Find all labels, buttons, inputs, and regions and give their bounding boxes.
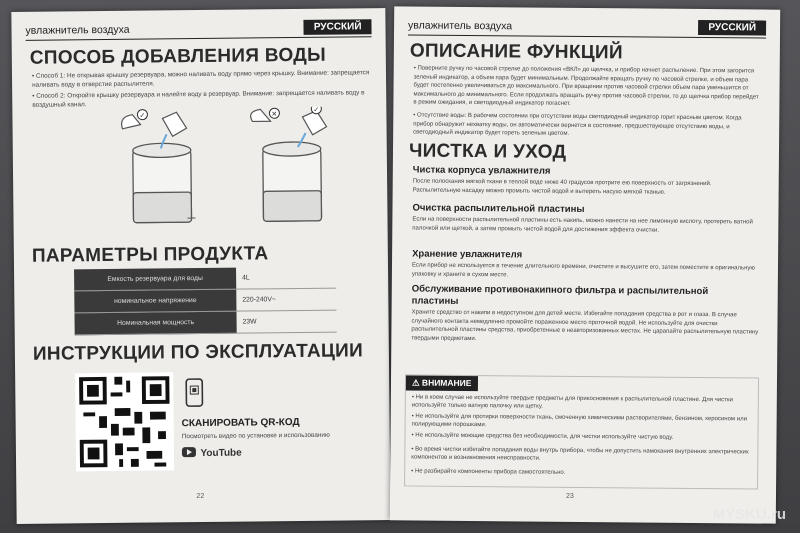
humidifier-method-2-drawing	[251, 106, 328, 221]
body-cleaning-text: После полоскания мягкой ткани в теплой воде ниже 40 градусов протрите ею поверхность от загрязнений. Распылительную насадку можно промыть чистой водой и вытереть насухо мягкой тканью.	[412, 178, 712, 196]
param-value: 220-240V~	[236, 288, 336, 311]
parameters-table	[74, 267, 337, 336]
warning-label: ВНИМАНИЕ	[421, 377, 472, 389]
youtube-play-icon	[182, 447, 196, 457]
table-row	[74, 288, 336, 313]
water-method-1-text: • Способ 1: Не открывая крышку резервуара, можно наливать воду прямо через крышку. Внимание: запрещается наливать воду в отверстие распылителя.	[31, 69, 370, 89]
product-parameters-heading: ПАРАМЕТРЫ ПРОДУКТА	[31, 243, 269, 267]
youtube-logo	[182, 443, 242, 460]
humidifier-illustrations	[102, 106, 373, 231]
scan-qr-subtitle: Посмотреть видео по установке и использованию	[181, 431, 330, 441]
site-watermark: MYSKU.ru	[712, 506, 786, 523]
warning-triangle-icon: ⚠	[411, 377, 422, 388]
storage-text: Если прибор не используется в течение длительного времени, очистите и высушите его, затем поместите в оригинальную упаковку и храните в сухом месте.	[411, 262, 755, 278]
right-manual-page	[390, 6, 780, 523]
body-cleaning-title: Чистка корпуса увлажнителя	[412, 164, 551, 177]
qr-code-image	[75, 372, 174, 471]
warning-tag	[406, 375, 478, 391]
phone-scan-icon	[183, 378, 205, 408]
param-value: 23W	[236, 310, 336, 333]
filter-maintenance-title: Обслуживание противонакипного фильтра и распылительной пластины	[411, 283, 709, 307]
warning-box	[404, 374, 759, 489]
functions-text-2: • Отсутствие воды: В рабочем состоянии при отсутствии воды светодиодный индикатор горит красным цветом. Когда прибор обнаружит нехватку воды, он автоматически вернется в состояние, предшествующее отсутствию воды, и светодиодный индикатор будет гореть зеленым цветом.	[413, 112, 742, 138]
functions-text-1: • Поверните ручку по часовой стрелке до положения «ВКЛ» до щелчка, и прибор начнет распыление. При этом загорится зеленый индикатор, а объем пара будет минимальным. Продолжайте вращать ручку по часовой стрелке, и объем пара будет постепенно увеличиваться до максимального. При вращении против часовой стрелки объем пара уменьшится от максимального до минимального. Если продолжать вращать ручку против часовой стрелки, то до щелчка прибор перейдет в режим ожидания, и светодиодный индикатор погаснет.	[413, 65, 759, 108]
right-header-title: увлажнитель воздуха	[408, 19, 513, 33]
right-page-number: 23	[565, 492, 574, 500]
param-key: Номинальная мощность	[74, 311, 236, 335]
left-page-number: 22	[196, 492, 205, 501]
cleaning-heading: ЧИСТКА И УХОД	[408, 140, 567, 163]
right-language-badge: РУССКИЙ	[698, 20, 766, 36]
warning-item: • Ни в коем случае не используйте твердые предметы для прикосновения к распылительной пластине. Для чистки используйте только ватную палочку или щетку.	[411, 394, 733, 411]
plate-cleaning-title: Очистка распылительной пластины	[412, 202, 585, 215]
left-manual-page	[11, 8, 390, 524]
filter-maintenance-text: Храните средство от накипи в недоступном для детей месте. Избегайте попадания средства в рот и глаза. В случае случайного контакта немедленно промойте пораженное место проточной водой. Не используйте для очистки распылительной пластины средства, приобретенные в неавторизованных местах. Не царапайте распылительную пластину твердыми предметами.	[411, 309, 759, 342]
svg-text:✓: ✓	[313, 106, 320, 114]
right-page-header	[408, 18, 766, 38]
water-method-2-text: • Способ 2: Откройте крышку резервуара и налейте воду в резервуар. Внимание: запрещается наливать воду в воздушный канал.	[32, 89, 365, 109]
left-header-title: увлажнитель воздуха	[25, 23, 130, 37]
instructions-heading: ИНСТРУКЦИИ ПО ЭКСПЛУАТАЦИИ	[32, 340, 364, 365]
param-key: Емкость резервуара для воды	[74, 268, 236, 291]
svg-text:✕: ✕	[271, 111, 278, 119]
water-adding-heading: СПОСОБ ДОБАВЛЕНИЯ ВОДЫ	[29, 44, 327, 69]
left-language-badge: РУССКИЙ	[304, 19, 372, 35]
warning-item: • Во время чистки избегайте попадания воды внутрь прибора, чтобы не допустить намокания внутренних электрических компонентов и возникновения неисправности.	[411, 446, 749, 463]
param-value: 4L	[236, 267, 336, 290]
warning-item: • Не разбирайте компоненты прибора самостоятельно.	[411, 468, 566, 476]
plate-cleaning-text: Если на поверхности распылительной пластины есть накипь, можно нанести на нее лимонную кислоту, протереть ватной палочкой или щеткой, а затем промыть чистой водой для достижения эффекта очистки.	[412, 216, 753, 234]
humidifier-method-1-drawing	[121, 109, 195, 223]
svg-text:✓: ✓	[139, 112, 146, 120]
param-key: номинальное напряжение	[74, 289, 236, 313]
warning-item: • Не используйте для протирки поверхности ткань, смоченную химическими растворителями, бензином, керосином или полирующими порошками.	[411, 413, 747, 429]
scan-qr-title: СКАНИРОВАТЬ QR-КОД	[181, 416, 300, 430]
warning-item: • Не используйте моющие средства без необходимости, для чистки используйте чистую воду.	[411, 432, 674, 441]
left-page-header	[25, 20, 371, 41]
storage-title: Хранение увлажнителя	[412, 248, 523, 261]
functions-heading: ОПИСАНИЕ ФУНКЦИЙ	[409, 40, 623, 64]
table-row	[74, 267, 336, 291]
youtube-label: YouTube	[200, 447, 242, 460]
table-row	[74, 310, 336, 335]
